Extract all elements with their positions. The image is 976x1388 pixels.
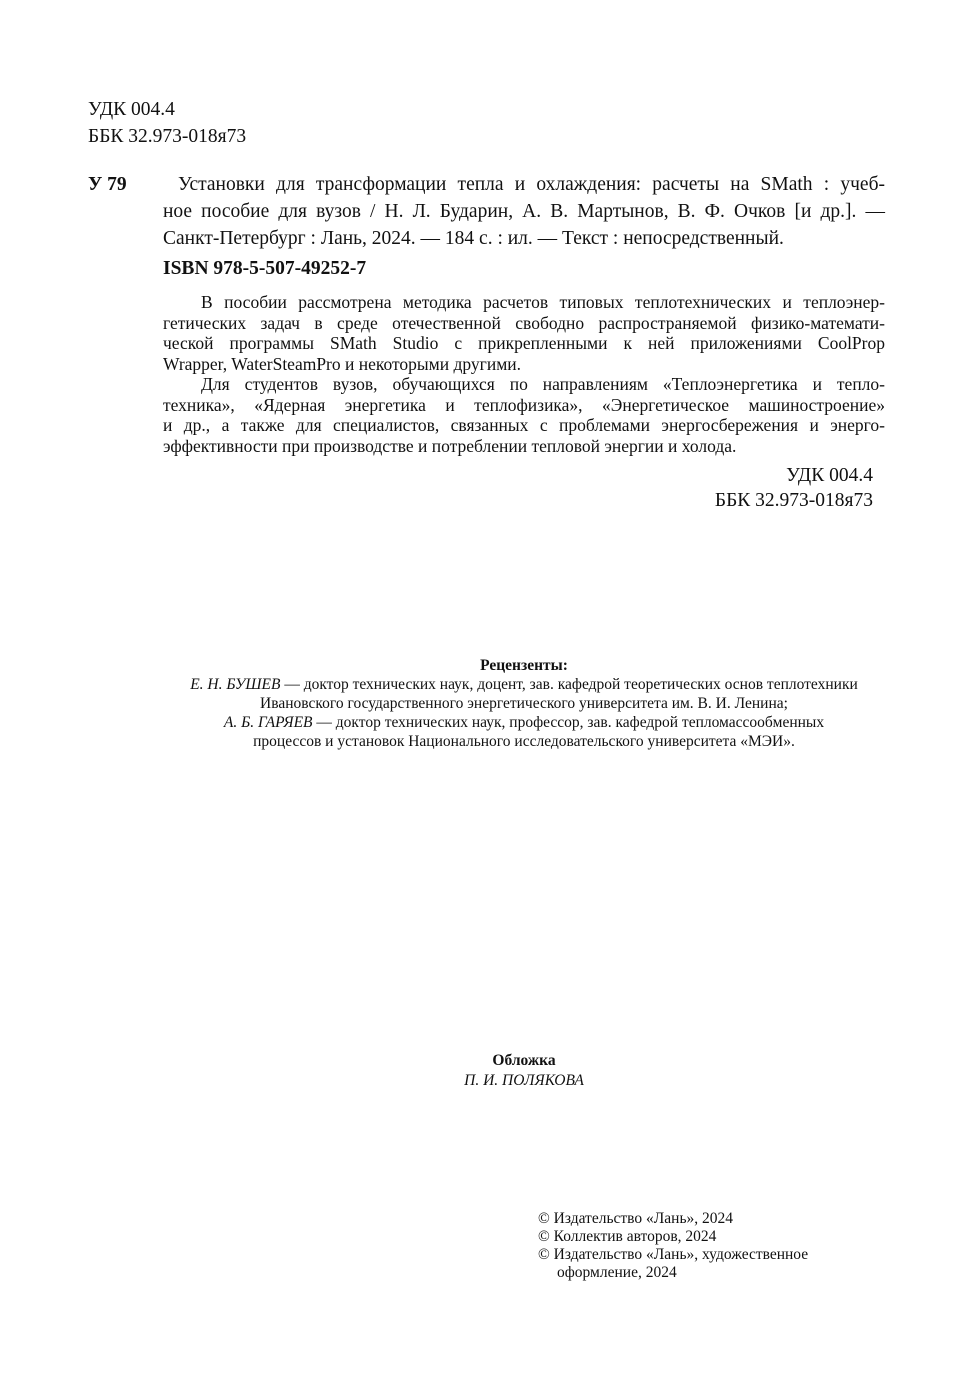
isbn: ISBN 978-5-507-49252-7 [163,258,367,279]
reviewer-name: Е. Н. БУШЕВ [190,676,281,693]
annotation [163,292,885,456]
reviewer-line [0,713,976,732]
copyright-line: оформление, 2024 [557,1264,677,1281]
cover-heading: Обложка [492,1052,556,1069]
udk-bbk-footer [600,463,873,513]
annotation-line: Wrapper, WaterSteamPro и некоторыми другими. [163,353,522,374]
annotation-line: и др., а также для специалистов, связанных с проблемами энергосбережения и энерго- [163,415,885,435]
bibliographic-line: ное пособие для вузов / Н. Л. Бударин, А. В. Мартынов, В. Ф. Очков [и др.]. — [163,201,885,222]
annotation-line: гетических задач в среде отечественной свободно распространяемой физико-математи- [163,312,885,333]
copyright-block [538,1210,808,1282]
reviewer-line [0,675,976,694]
annotation-line: Для студентов вузов, обучающихся по направлениям «Теплоэнергетика и тепло- [201,374,885,394]
udk-code: УДК 004.4 [88,99,175,120]
copyright-line: © Коллектив авторов, 2024 [538,1228,717,1245]
cover-designer: П. И. ПОЛЯКОВА [464,1072,584,1089]
udk-bbk-header [88,96,246,150]
reviewer-affiliation: Ивановского государственного энергетического университета им. В. И. Ленина; [260,695,788,712]
reviewer-affiliation: процессов и установок Национального исследовательского университета «МЭИ». [253,733,795,750]
annotation-line: техника», «Ядерная энергетика и теплофизика», «Энергетическое машиностроение» [163,394,885,415]
copyright-line: © Издательство «Лань», художественное [538,1246,809,1263]
udk-code: УДК 004.4 [786,465,873,486]
reviewer-description: — доктор технических наук, доцент, зав. кафедрой теоретических основ теплотехники [280,676,858,693]
annotation-line: эффективности при производстве и потреблении тепловой энергии и холода. [163,435,737,456]
reviewer-description: — доктор технических наук, профессор, зав. кафедрой тепломассообменных [312,714,825,731]
bbk-code: ББК 32.973-018я73 [714,490,873,511]
bibliographic-line: Санкт-Петербург : Лань, 2024. — 184 с. : ил. — Текст : непосредственный. [163,228,784,249]
reviewers-block [0,656,976,751]
reviewer-name: А. Б. ГАРЯЕВ [223,714,313,731]
author-catalog-code: У 79 [88,174,127,195]
copyright-line: © Издательство «Лань», 2024 [538,1210,734,1227]
reviewers-heading: Рецензенты: [480,657,568,674]
cover-credit [0,1051,976,1091]
annotation-line: В пособии рассмотрена методика расчетов типовых теплотехнических и теплоэнер- [201,292,885,312]
annotation-line: ческой программы SMath Studio с прикрепленными к ней приложениями CoolProp [163,333,885,353]
bibliographic-line: Установки для трансформации тепла и охлаждения: расчеты на SMath : учеб- [178,174,885,195]
bbk-code: ББК 32.973-018я73 [88,126,247,147]
bibliographic-record [163,171,885,252]
